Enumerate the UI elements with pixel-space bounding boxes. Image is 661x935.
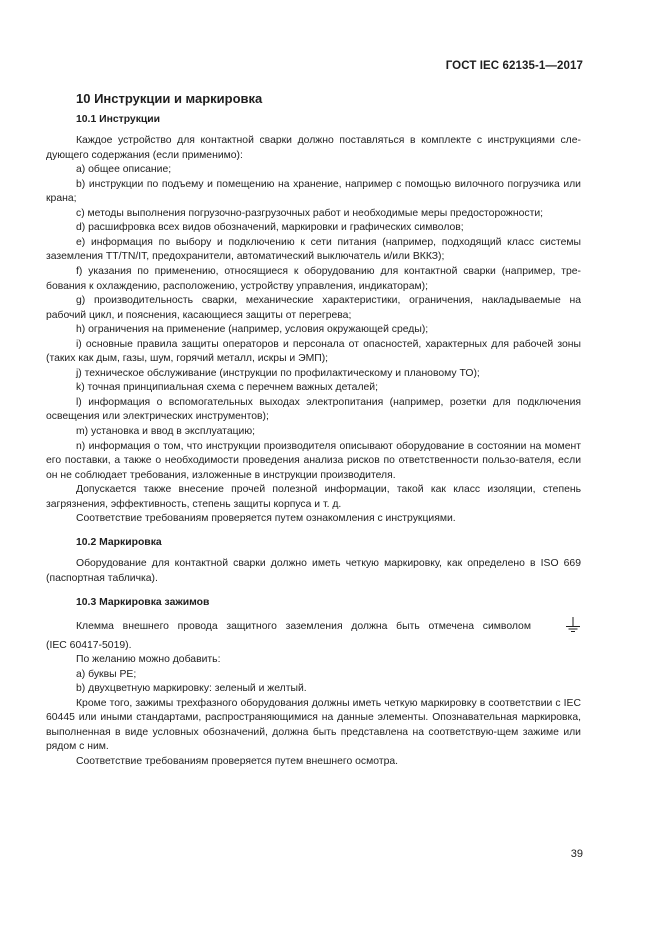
instruction-item: c) методы выполнения погрузочно-разгрузочных работ и необходимые меры предосторожности; xyxy=(76,207,544,219)
instructions-intro: Каждое устройство для контактной сварки должно поставляться в комплекте с инструкциями сле-дующего содержания (если применимо): xyxy=(46,135,581,161)
subsection-heading-instructions: 10.1 Инструкции xyxy=(76,113,161,125)
earth-terminal-paragraph xyxy=(46,617,581,639)
page-body xyxy=(46,92,581,770)
marking-paragraph: Оборудование для контактной сварки должно иметь четкую маркировку, как определено в ISO 669 (паспортная табличка). xyxy=(46,558,581,584)
marking-option-item: a) буквы РЕ; xyxy=(76,668,137,680)
instruction-item: h) ограничения на применение (например, условия окружающей среды); xyxy=(76,324,429,336)
page-number: 39 xyxy=(570,848,583,860)
instruction-item: m) установка и ввод в эксплуатацию; xyxy=(76,426,256,438)
instruction-item: a) общее описание; xyxy=(76,164,172,176)
marking-option-item: b) двухцветную маркировку: зеленый и желтый. xyxy=(76,683,307,695)
instruction-item: e) информация по выбору и подключению к сети питания (например, подходящий класс системы заземления TT/TN/IT, предохранители, автоматический выключатель и/или ВККЗ); xyxy=(46,236,581,263)
instruction-item: j) техническое обслуживание (инструкции по профилактическому и плановому ТО); xyxy=(76,367,480,379)
protective-earth-icon xyxy=(535,617,581,639)
instruction-item: i) основные правила защиты операторов и персонала от опасностей, характерных для рабочей зоны (таких как дым, газы, шум, горячий металл, искры и ЭМП); xyxy=(46,338,581,365)
subsection-heading-terminal-marking: 10.3 Маркировка зажимов xyxy=(76,596,210,608)
earth-terminal-text: Клемма внешнего провода защитного заземления должна быть отмечена символом xyxy=(76,621,531,633)
subsection-heading-marking: 10.2 Маркировка xyxy=(76,536,162,548)
section-heading: 10 Инструкции и маркировка xyxy=(76,91,263,106)
compliance-check-visual: Соответствие требованиям проверяется путем внешнего осмотра. xyxy=(76,755,399,767)
instruction-item: d) расшифровка всех видов обозначений, маркировки и графических символов; xyxy=(76,222,464,234)
instruction-item: g) производительность сварки, механические характеристики, ограничения, накладываемые на рабочий цикл, и пояснения, касающиеся защиты от перегрева; xyxy=(46,295,581,321)
instruction-item: f) указания по применению, относящиеся к оборудованию для контактной сварки (например, тре-бования к охлаждению, расположению, устройству управления, индикаторам); xyxy=(46,266,581,292)
standard-designation: ГОСТ IEC 62135-1—2017 xyxy=(445,60,583,72)
three-phase-paragraph: Кроме того, зажимы трехфазного оборудования должны иметь четкую маркировку в соответствии с IEC 60445 или иными стандартами, распространяющимися на данные элементы. Опознавательная маркировка, выполненная в виде условных обозначений, должна быть представлена на соответствую-щем зажиме или рядом с ним. xyxy=(46,697,581,753)
instruction-item: k) точная принципиальная схема с перечнем важных деталей; xyxy=(76,382,378,394)
iec-reference: (IEC 60417-5019). xyxy=(46,639,132,651)
compliance-check-instructions: Соответствие требованиям проверяется путем ознакомления с инструкциями. xyxy=(76,513,456,525)
instruction-item: l) информация о вспомогательных выходах электропитания (например, розетки для подключения освещения или электрических инструментов); xyxy=(46,396,581,423)
instruction-item: n) информация о том, что инструкции производителя описывают оборудование в состоянии на момент его поставки, а также о необходимости проведения анализа рисков по ответственности пользо-вателя, если он не соблюдает требования, изложенные в инструкции производителя. xyxy=(46,440,581,481)
optional-additions: По желанию можно добавить: xyxy=(76,654,221,666)
instruction-item: b) инструкции по подъему и помещению на хранение, например с помощью вилочного погрузчика или крана; xyxy=(46,178,581,205)
additional-info-paragraph: Допускается также внесение прочей полезной информации, такой как класс изоляции, степень загрязнения, эффективность, степень защиты корпуса и т. д. xyxy=(46,484,581,510)
